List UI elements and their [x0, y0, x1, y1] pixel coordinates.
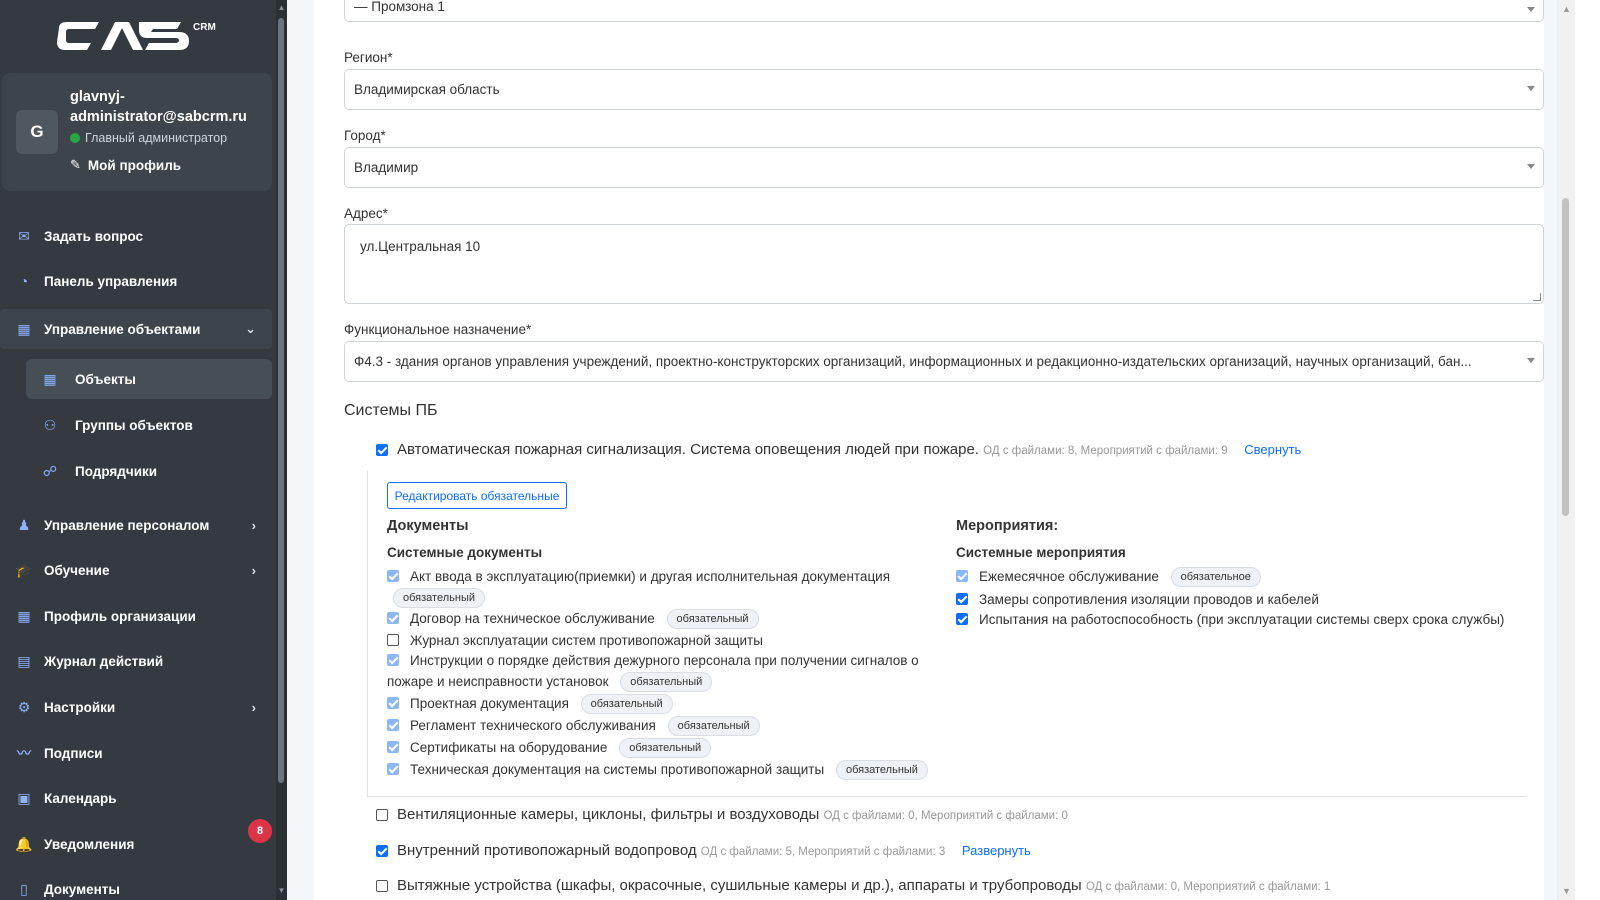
sidebar-item-label: Объекты — [75, 371, 136, 387]
bell-icon: 🔔 — [15, 835, 33, 852]
system-name: Внутренний противопожарный водопровод — [397, 842, 697, 859]
user-icon: ♟ — [17, 516, 31, 533]
sidebar-item-label: Панель управления — [44, 273, 178, 289]
document-name: Сертификаты на оборудование — [410, 740, 608, 755]
city-label: Город* — [344, 128, 386, 143]
notifications-count-badge: 8 — [248, 819, 272, 843]
signature-icon: 〰 — [17, 745, 31, 761]
required-tag: обязательный — [581, 694, 673, 714]
document-name: Регламент технического обслуживания — [410, 718, 656, 733]
sidebar-item-contractors[interactable] — [26, 451, 272, 491]
sidebar-item-label: Журнал действий — [44, 653, 164, 669]
sidebar-item-label: Календарь — [44, 790, 117, 806]
required-tag: обязательный — [620, 672, 712, 692]
dashboard-icon: ◔ — [19, 273, 29, 289]
sidebar-item-label: Подписи — [44, 745, 103, 761]
event-checkbox[interactable] — [956, 593, 968, 605]
svg-text:CRM: CRM — [193, 22, 216, 33]
purpose-select-value: Ф4.3 - здания органов управления учреждений, проектно-конструкторских организаций, информационных и редакционно-издательских организаций, научных организаций, бан... — [354, 354, 1472, 369]
address-label: Адрес* — [344, 206, 388, 221]
document-item — [387, 737, 711, 758]
scroll-up-icon[interactable]: ▲ — [1562, 4, 1571, 14]
sidebar-item-label: Документы — [44, 881, 120, 897]
document-item — [387, 566, 947, 608]
graduation-cap-icon: 🎓 — [15, 561, 33, 578]
zone-select[interactable] — [344, 0, 1544, 22]
main-content — [287, 0, 1557, 900]
online-status-icon — [70, 133, 80, 143]
sidebar-item-label: Подрядчики — [75, 463, 158, 479]
document-item — [387, 608, 759, 629]
city-select-value: Владимир — [354, 160, 419, 175]
system-name: Вентиляционные камеры, циклоны, фильтры и воздуховоды — [397, 806, 820, 823]
building-icon: ▦ — [43, 370, 57, 387]
system-checkbox[interactable] — [376, 809, 388, 821]
user-email: glavnyj-administrator@sabcrm.ru — [70, 89, 247, 125]
edit-required-button[interactable]: Редактировать обязательные — [387, 482, 567, 509]
events-title: Мероприятия: — [956, 518, 1059, 534]
sidebar — [0, 0, 287, 900]
my-profile-label: Мой профиль — [87, 157, 182, 173]
gears-icon: ⚙ — [17, 698, 31, 715]
sidebar-item-label: Уведомления — [44, 836, 135, 852]
caret-down-icon — [1527, 164, 1535, 169]
sidebar-item-object-groups[interactable] — [26, 405, 272, 445]
event-item — [956, 589, 1319, 610]
document-name: Инструкции о порядке действия дежурного персонала при получении сигналов о — [410, 653, 919, 668]
resize-handle-icon[interactable] — [1533, 293, 1541, 301]
document-item — [387, 630, 763, 651]
system-name: Автоматическая пожарная сигнализация. Система оповещения людей при пожаре. — [397, 441, 979, 458]
required-tag: обязательный — [667, 609, 759, 629]
required-tag: обязательный — [619, 738, 711, 758]
document-checkbox[interactable] — [387, 612, 399, 624]
right-gutter — [1575, 0, 1600, 900]
sabcrm-logo[interactable] — [55, 18, 220, 54]
purpose-select[interactable] — [344, 341, 1544, 382]
chevron-right-icon: › — [251, 562, 256, 578]
sidebar-item-label: Обучение — [44, 562, 110, 578]
system-documents-subtitle: Системные документы — [387, 545, 543, 560]
sidebar-item-signatures[interactable] — [0, 733, 272, 773]
sidebar-item-label: Группы объектов — [75, 417, 193, 433]
sidebar-item-object-management[interactable] — [0, 309, 272, 349]
sidebar-item-label: Управление персоналом — [44, 517, 210, 533]
system-meta: ОД с файлами: 0, Мероприятий с файлами: 1 — [1085, 881, 1331, 893]
clipboard-icon: ▤ — [17, 652, 31, 669]
object-form-card — [314, 0, 1544, 900]
system-checkbox[interactable] — [376, 444, 388, 456]
user-role — [70, 131, 227, 145]
system-meta: ОД с файлами: 5, Мероприятий с файлами: 3 — [700, 846, 946, 858]
sidebar-item-label: Профиль организации — [44, 608, 196, 624]
user-card — [2, 73, 272, 191]
edit-icon: ✎ — [70, 157, 81, 172]
document-item — [387, 759, 928, 780]
document-checkbox[interactable] — [387, 741, 399, 753]
scroll-up-icon[interactable]: ▲ — [277, 3, 286, 12]
document-item — [387, 693, 673, 714]
my-profile-link[interactable] — [70, 157, 181, 173]
document-checkbox[interactable] — [387, 763, 399, 775]
document-checkbox[interactable] — [387, 634, 399, 646]
document-checkbox[interactable] — [387, 697, 399, 709]
region-select[interactable] — [344, 69, 1544, 110]
documents-title: Документы — [387, 518, 469, 534]
system-events-subtitle: Системные мероприятия — [956, 545, 1126, 560]
sidebar-item-label: Задать вопрос — [44, 228, 144, 244]
address-value: ул.Центральная 10 — [360, 239, 481, 254]
calendar-icon: ▣ — [17, 789, 31, 806]
sidebar-item-action-log[interactable] — [0, 641, 272, 681]
required-tag: обязательное — [1171, 567, 1261, 587]
system-checkbox[interactable] — [376, 880, 388, 892]
chevron-down-icon: ⌄ — [245, 321, 256, 336]
address-textarea[interactable] — [344, 224, 1544, 304]
handshake-icon: ☍ — [42, 462, 58, 479]
document-name: Акт ввода в эксплуатацию(приемки) и другая исполнительная документация — [410, 569, 891, 584]
chevron-right-icon: › — [251, 699, 256, 715]
document-name: Журнал эксплуатации систем противопожарной защиты — [410, 633, 763, 648]
document-item — [387, 650, 947, 692]
sidebar-item-staff-management[interactable] — [0, 505, 272, 545]
event-item — [956, 566, 1261, 587]
sidebar-item-objects[interactable] — [26, 359, 272, 399]
document-item — [387, 715, 760, 736]
sidebar-item-dashboard[interactable] — [0, 261, 272, 301]
system-meta: ОД с файлами: 8, Мероприятий с файлами: 9 — [983, 445, 1228, 457]
document-name-continued: пожаре и неисправности установок — [387, 674, 609, 689]
sidebar-item-label: Управление объектами — [44, 321, 201, 337]
sitemap-icon: ⚇ — [43, 416, 57, 433]
avatar: G — [16, 110, 58, 154]
envelope-icon: ✉ — [18, 227, 30, 244]
event-checkbox[interactable] — [956, 613, 968, 625]
city-select[interactable] — [344, 147, 1544, 188]
building-icon: ▦ — [17, 320, 31, 337]
event-item — [956, 609, 1504, 630]
sidebar-item-notifications[interactable] — [0, 824, 272, 864]
caret-down-icon — [1527, 358, 1535, 363]
required-tag: обязательный — [836, 760, 928, 780]
required-tag: обязательный — [393, 588, 485, 608]
sidebar-scrollbar[interactable] — [276, 0, 287, 900]
region-select-value: Владимирская область — [354, 82, 500, 97]
required-tag: обязательный — [668, 716, 760, 736]
sidebar-scrollbar-thumb[interactable] — [278, 18, 284, 783]
event-name: Испытания на работоспособность (при эксплуатации системы сверх срока службы) — [979, 612, 1505, 627]
event-name: Ежемесячное обслуживание — [979, 569, 1159, 584]
expand-link[interactable]: Развернуть — [961, 843, 1031, 858]
document-name: Техническая документация на системы противопожарной защиты — [410, 762, 825, 777]
system-checkbox[interactable] — [376, 845, 388, 857]
page-scrollbar-thumb[interactable] — [1562, 198, 1569, 516]
document-checkbox[interactable] — [387, 719, 399, 731]
sidebar-item-settings[interactable] — [0, 687, 272, 727]
scroll-down-icon[interactable]: ▼ — [277, 886, 286, 895]
sidebar-item-label: Настройки — [44, 699, 116, 715]
system-name: Вытяжные устройства (шкафы, окрасочные, сушильные камеры и др.), аппараты и трубопроводы — [397, 877, 1082, 894]
building-icon: ▦ — [17, 607, 31, 624]
system-details-panel — [367, 471, 1527, 797]
sidebar-item-training[interactable] — [0, 550, 272, 590]
file-icon: ▯ — [20, 880, 28, 897]
event-checkbox[interactable] — [956, 570, 968, 582]
event-name: Замеры сопротивления изоляции проводов и кабелей — [979, 592, 1319, 607]
zone-select-value: — Промзона 1 — [354, 0, 445, 14]
caret-down-icon — [1527, 7, 1535, 12]
purpose-label: Функциональное назначение* — [344, 322, 532, 337]
document-name: Договор на техническое обслуживание — [410, 611, 655, 626]
sidebar-item-ask-question[interactable] — [0, 216, 272, 256]
user-role-label: Главный администратор — [85, 131, 228, 145]
chevron-right-icon: › — [251, 517, 256, 533]
document-checkbox[interactable] — [387, 570, 399, 582]
sidebar-item-documents[interactable] — [0, 869, 272, 900]
page-scrollbar[interactable] — [1557, 0, 1575, 900]
document-name: Проектная документация — [410, 696, 569, 711]
caret-down-icon — [1527, 86, 1535, 91]
document-checkbox[interactable] — [387, 654, 399, 666]
region-label: Регион* — [344, 50, 393, 65]
sidebar-item-org-profile[interactable] — [0, 596, 272, 636]
systems-title: Системы ПБ — [344, 402, 438, 419]
system-meta: ОД с файлами: 0, Мероприятий с файлами: 0 — [823, 810, 1068, 822]
scroll-down-icon[interactable]: ▼ — [1562, 886, 1571, 896]
sidebar-item-calendar[interactable] — [0, 778, 272, 818]
collapse-link[interactable]: Свернуть — [1244, 442, 1302, 457]
